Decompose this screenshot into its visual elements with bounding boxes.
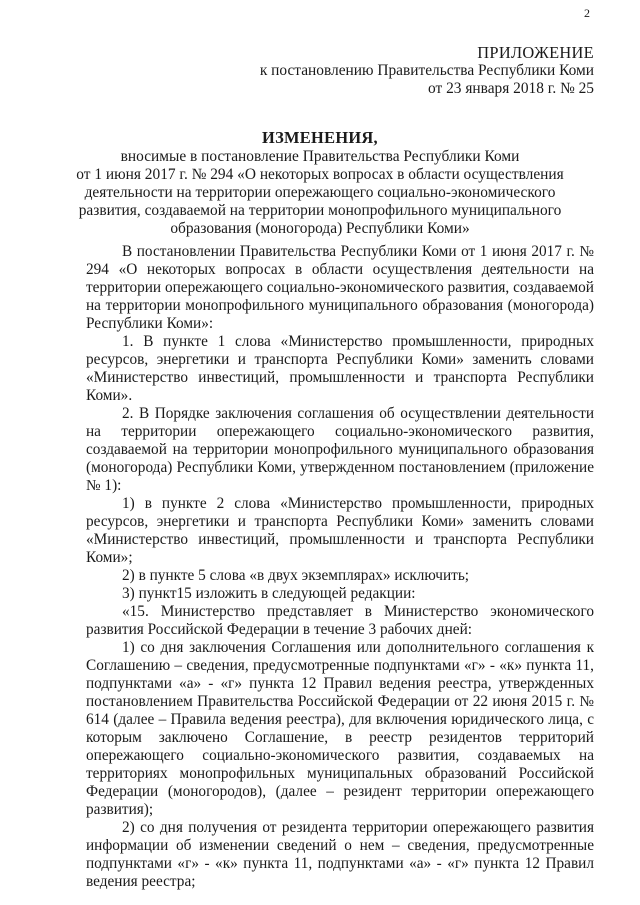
- paragraph-subitem-3: 3) пункт15 изложить в следующей редакции:: [122, 585, 416, 602]
- paragraph-item-1: 1. В пункте 1 слова «Министерство промышленности, природных ресурсов, энергетики и транспорта Республики Коми» заменить словами «Министерство инвестиций, промышленности и транспорта Республики Коми».: [86, 333, 594, 404]
- page-number: 2: [584, 6, 590, 20]
- paragraph-subitem-2: 2) в пункте 5 слова «в двух экземплярах» исключить;: [122, 567, 470, 584]
- paragraph-item-2: 2. В Порядке заключения соглашения об осуществлении деятельности на территории опережающего социально-экономического развития, создаваемой на территории монопрофильного муниципального образования (моногорода) Республики Коми, утвержденном постановлением (приложение № 1):: [86, 405, 594, 494]
- title-line-2: от 1 июня 2017 г. № 294 «О некоторых вопросах в области осуществления: [76, 166, 564, 183]
- title-line-5: образования (моногорода) Республики Коми»: [170, 220, 470, 237]
- title-line-1: вносимые в постановление Правительства Республики Коми: [120, 148, 520, 165]
- title-line-4: развития, создаваемой на территории монопрофильного муниципального: [78, 202, 562, 219]
- appendix-line-1: к постановлению Правительства Республики Коми: [259, 62, 594, 79]
- appendix-line-2: от 23 января 2018 г. № 25: [428, 80, 594, 97]
- paragraph-subitem-1: 1) в пункте 2 слова «Министерство промышленности, природных ресурсов, энергетики и транспорта Республики Коми» заменить словами «Министерство инвестиций, промышленности и транспорта Республики Коми»;: [86, 495, 594, 566]
- title-block: [46, 128, 594, 238]
- title-line-3: деятельности на территории опережающего социально-экономического: [84, 184, 556, 201]
- paragraph-intro: В постановлении Правительства Республики Коми от 1 июня 2017 г. № 294 «О некоторых вопросах в области осуществления деятельности на территории опережающего социально-экономического развития, создаваемой на территории монопрофильного муниципального образования (моногорода) Республики Коми»:: [86, 243, 594, 332]
- paragraph-clause-15-2: 2) со дня получения от резидента территории опережающего развития информации об изменении сведений о нем – сведения, предусмотренные подпунктами «г» - «к» пункта 11, подпунктами «а» - «г» пункта 12 Правил ведения реестра;: [86, 819, 594, 890]
- document-title: ИЗМЕНЕНИЯ,: [262, 128, 378, 147]
- paragraph-clause-15-1: 1) со дня заключения Соглашения или дополнительного соглашения к Соглашению – сведения, предусмотренные подпунктами «г» - «к» пункта 11, подпунктами «а» - «г» пункта 12 Правил ведения реестра, утвержденных постановлением Правительства Российской Федерации от 22 июня 2015 г. № 614 (далее – Правила ведения реестра), для включения юридического лица, с которым заключено Соглашение, в реестр резидентов территорий опережающего социально-экономического развития, создаваемых на территориях монопрофильных муниципальных образований Российской Федерации (моногородов), (далее – резидент территории опережающего развития);: [86, 639, 594, 818]
- paragraph-clause-15: «15. Министерство представляет в Министерство экономического развития Российской Федерации в течение 3 рабочих дней:: [86, 603, 594, 638]
- appendix-block: [260, 44, 594, 98]
- document-body: [86, 243, 594, 891]
- appendix-heading: ПРИЛОЖЕНИЕ: [477, 43, 594, 62]
